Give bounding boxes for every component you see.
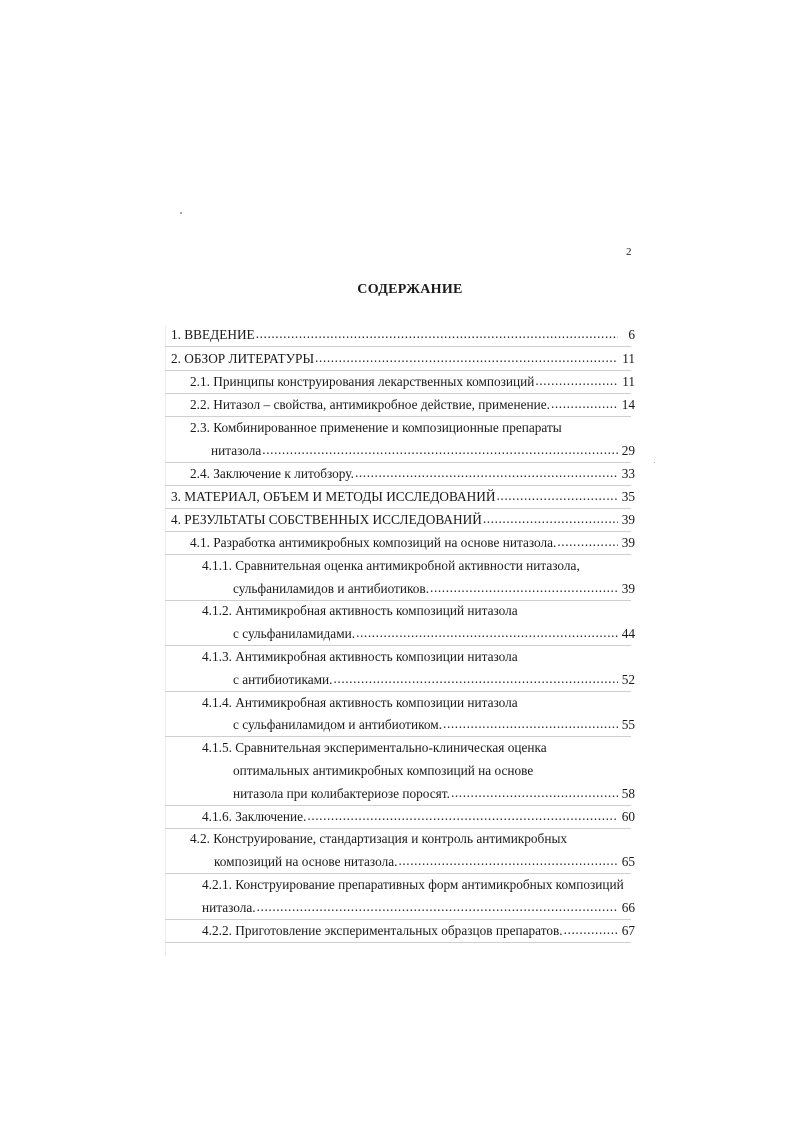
toc-entry[interactable]: с антибиотиками. ..... 52 — [233, 671, 635, 689]
row-divider — [165, 416, 631, 417]
page-title: СОДЕРЖАНИЕ — [357, 282, 463, 297]
toc-entry[interactable]: 2.3. Комбинированное применение и композиционные препараты — [190, 420, 562, 435]
leader-dots — [315, 349, 618, 367]
row-divider — [165, 873, 631, 874]
toc-entry[interactable]: 4.1.3. Антимикробная активность композиции нитазола — [202, 649, 518, 664]
toc-entry[interactable]: 3. МАТЕРИАЛ, ОБЪЕМ И МЕТОДЫ ИССЛЕДОВАНИЙ ..... 35 — [171, 488, 635, 506]
toc-entry[interactable]: 4.1.1. Сравнительная оценка антимикробной активности нитазола, — [202, 558, 580, 573]
toc-entry[interactable]: 2. ОБЗОР ЛИТЕРАТУРЫ ..... 11 — [171, 350, 635, 368]
leader-dots — [443, 715, 618, 733]
toc-entry[interactable]: 2.4. Заключение к литобзору. ..... 33 — [190, 465, 635, 483]
toc-entry[interactable]: композиций на основе нитазола. ..... 65 — [214, 853, 635, 871]
toc-entry[interactable]: 4.2. Конструирование, стандартизация и контроль антимикробных — [190, 831, 568, 846]
row-divider — [165, 645, 631, 646]
row-divider — [165, 531, 631, 532]
leader-dots — [256, 325, 618, 343]
toc-entry[interactable]: сульфаниламидов и антибиотиков. ..... 39 — [233, 580, 635, 598]
toc-entry[interactable]: нитазола. ..... 66 — [202, 899, 635, 917]
leader-dots — [355, 464, 618, 482]
leader-dots — [535, 372, 618, 390]
toc-entry[interactable]: 4.2.2. Приготовление экспериментальных образцов препаратов. ..... 67 — [202, 922, 635, 940]
leader-dots — [430, 579, 618, 597]
toc-entry[interactable]: 4. РЕЗУЛЬТАТЫ СОБСТВЕННЫХ ИССЛЕДОВАНИЙ ..... 39 — [171, 511, 635, 529]
row-divider — [165, 828, 631, 829]
leader-dots — [262, 441, 618, 459]
row-divider — [165, 462, 631, 463]
toc-entry[interactable]: 2.2. Нитазол – свойства, антимикробное действие, применение. ..... 14 — [190, 396, 635, 414]
toc-entry[interactable]: с сульфаниламидами. ..... 44 — [233, 625, 635, 643]
toc-entry[interactable]: нитазола при колибактериозе поросят. ..... 58 — [233, 785, 635, 803]
row-divider — [165, 554, 631, 555]
leader-dots — [356, 624, 618, 642]
row-divider — [165, 393, 631, 394]
toc-entry[interactable]: 4.1.4. Антимикробная активность композиции нитазола — [202, 695, 518, 710]
toc-entry[interactable]: 4.2.1. Конструирование препаративных форм антимикробных композиций — [202, 877, 624, 892]
toc-entry[interactable]: 4.1.2. Антимикробная активность композиций нитазола — [202, 603, 518, 618]
page-number: 2 — [626, 246, 632, 258]
toc-entry[interactable]: 1. ВВЕДЕНИЕ ..... 6 — [171, 326, 635, 344]
toc-entry[interactable]: оптимальных антимикробных композиций на основе — [233, 763, 534, 778]
row-divider — [165, 736, 631, 737]
row-divider — [165, 919, 631, 920]
row-divider — [165, 370, 631, 371]
toc-entry[interactable]: 4.1.5. Сравнительная экспериментально-клиническая оценка — [202, 740, 547, 755]
row-divider — [165, 508, 631, 509]
leader-dots — [307, 807, 618, 825]
leader-dots — [451, 784, 618, 802]
row-divider — [165, 346, 631, 347]
row-divider — [165, 600, 631, 601]
row-divider — [165, 691, 631, 692]
leader-dots — [557, 533, 618, 551]
toc-entry[interactable]: 4.1.6. Заключение. ..... 60 — [202, 808, 635, 826]
toc-entry[interactable]: 4.1. Разработка антимикробных композиций на основе нитазола. ..... 39 — [190, 534, 635, 552]
toc-entry[interactable]: нитазола ..... 29 — [211, 442, 635, 460]
leader-dots — [257, 898, 618, 916]
row-divider — [165, 485, 631, 486]
leader-dots — [496, 487, 618, 505]
row-divider — [165, 805, 631, 806]
leader-dots — [564, 921, 618, 939]
toc-entry[interactable]: 2.1. Принципы конструирования лекарственных композиций ..... 11 — [190, 373, 635, 391]
leader-dots — [398, 852, 618, 870]
leader-dots — [551, 395, 618, 413]
leader-dots — [483, 510, 618, 528]
leader-dots — [333, 670, 618, 688]
toc-entry[interactable]: с сульфаниламидом и антибиотиком. ..... 55 — [233, 716, 635, 734]
row-divider — [165, 942, 631, 943]
